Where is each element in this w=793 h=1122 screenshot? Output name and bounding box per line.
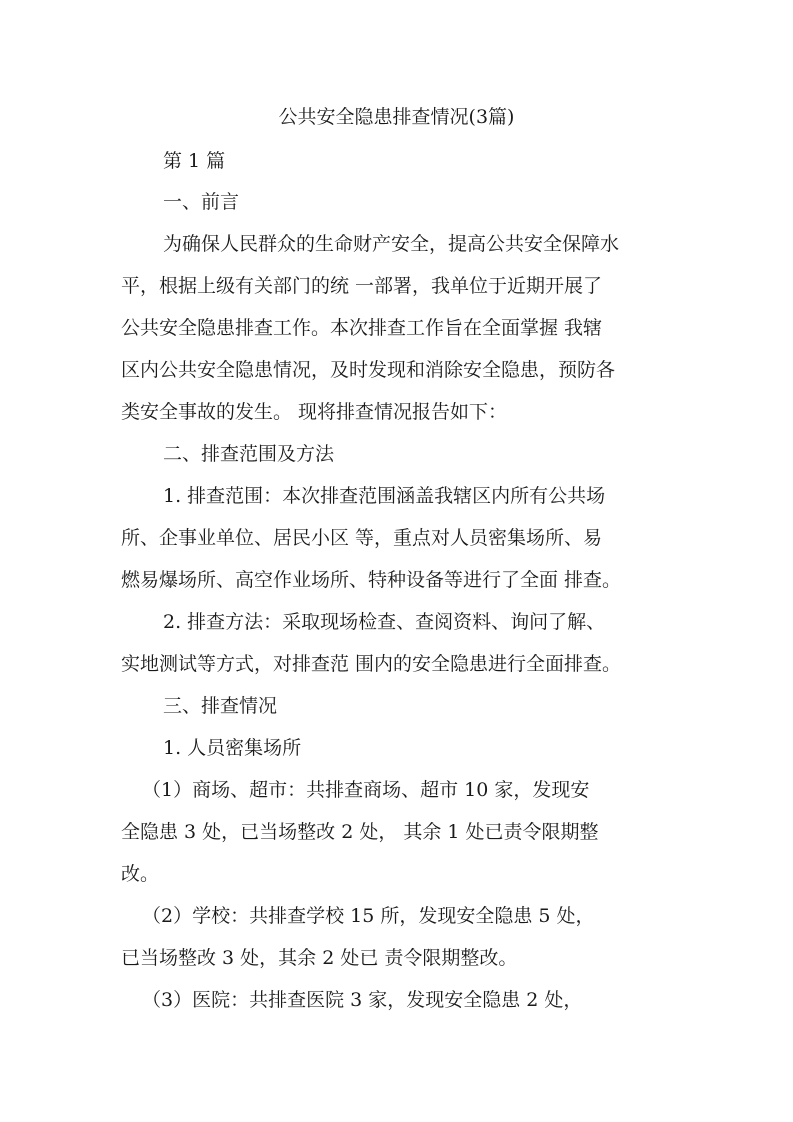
intro-line-5: 类安全事故的发生。 现将排查情况报告如下：: [121, 401, 508, 423]
mall-line-3: 改。: [121, 863, 160, 885]
scope-line-1: 1. 排查范围：本次排查范围涵盖我辖区内所有公共场: [163, 485, 606, 507]
mall-line-1: （1）商场、超市：共排查商场、超市 10 家，发现安: [142, 779, 590, 801]
scope-line-2: 所、企事业单位、居民小区 等，重点对人员密集场所、易: [121, 527, 603, 549]
section-label: 第 1 篇: [163, 150, 226, 172]
document-title: 公共安全隐患排查情况(3篇): [278, 106, 515, 128]
intro-line-4: 区内公共安全隐患情况，及时发现和消除安全隐患，预防各: [121, 359, 616, 381]
school-line-1: （2）学校：共排查学校 15 所，发现安全隐患 5 处，: [142, 905, 595, 927]
school-line-2: 已当场整改 3 处，其余 2 处已 责令限期整改。: [121, 947, 518, 969]
intro-line-3: 公共安全隐患排查工作。本次排查工作旨在全面掌握 我辖: [121, 317, 603, 339]
hospital-line-1: （3）医院：共排查医院 3 家，发现安全隐患 2 处，: [142, 989, 583, 1011]
intro-line-2: 平，根据上级有关部门的统 一部署，我单位于近期开展了: [121, 275, 603, 297]
subheading-crowded-places: 1. 人员密集场所: [163, 737, 302, 759]
method-line-2: 实地测试等方式，对排查范 围内的安全隐患进行全面排查。: [121, 653, 622, 675]
mall-line-2: 全隐患 3 处，已当场整改 2 处， 其余 1 处已责令限期整: [121, 821, 599, 843]
heading-inspection: 三、排查情况: [163, 695, 278, 717]
heading-scope-method: 二、排查范围及方法: [163, 443, 335, 465]
scope-line-3: 燃易爆场所、高空作业场所、特种设备等进行了全面 排查。: [121, 569, 622, 591]
heading-preface: 一、前言: [163, 191, 240, 213]
intro-line-1: 为确保人民群众的生命财产安全，提高公共安全保障水: [163, 233, 620, 255]
method-line-1: 2. 排查方法：采取现场检查、查阅资料、询问了解、: [163, 611, 606, 633]
